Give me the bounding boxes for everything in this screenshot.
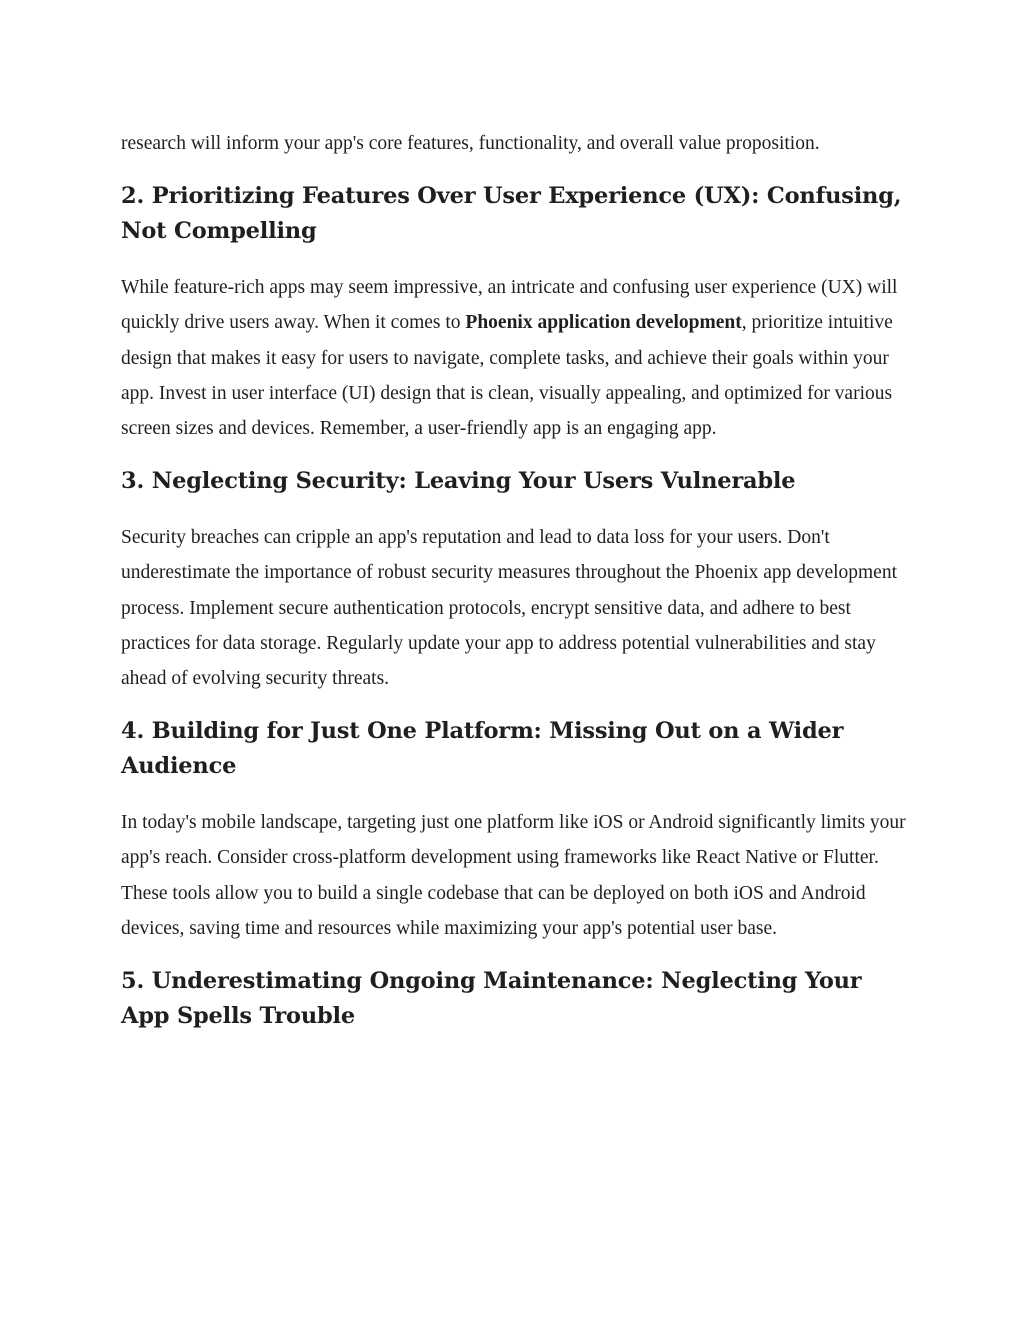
section-2-text-start: While feature-rich apps may seem impressive, an intricate and confusing user experience (UX) will quickly drive users away. When it comes to bbox=[121, 277, 898, 334]
section-4-paragraph: In today's mobile landscape, targeting just one platform like iOS or Android significantly limits your app's reach. Consider cross-platform development using frameworks like React Native or Flutter. These tools allow you to build a single codebase that can be deployed on both iOS and Android devices, saving time and resources while maximizing your app's potential user base. bbox=[121, 812, 906, 939]
section-2-paragraph bbox=[121, 270, 911, 446]
section-2-heading: 2. Prioritizing Features Over User Experience (UX): Confusing, Not Compelling bbox=[121, 183, 902, 245]
section-2-text-end: , prioritize intuitive design that makes it easy for users to navigate, complete tasks, and achieve their goals within your app. Invest in user interface (UI) design that is clean, visually appealing, and optimized for various screen sizes and devices. Remember, a user-friendly app is an engaging app. bbox=[121, 312, 893, 440]
section-2-bold-phrase: Phoenix application development bbox=[465, 312, 742, 334]
section-3-paragraph: Security breaches can cripple an app's reputation and lead to data loss for your users. Don't underestimate the importance of robust security measures throughout the Phoenix app development process. Implement secure authentication protocols, encrypt sensitive data, and adhere to best practices for data storage. Regularly update your app to address potential vulnerabilities and stay ahead of evolving security threats. bbox=[121, 527, 898, 690]
intro-paragraph: research will inform your app's core features, functionality, and overall value proposition. bbox=[121, 133, 820, 154]
section-5-heading: 5. Underestimating Ongoing Maintenance: Neglecting Your App Spells Trouble bbox=[121, 968, 862, 1030]
section-4-heading: 4. Building for Just One Platform: Missing Out on a Wider Audience bbox=[121, 718, 844, 780]
document-page bbox=[121, 126, 911, 1034]
section-3-heading: 3. Neglecting Security: Leaving Your Users Vulnerable bbox=[121, 468, 796, 495]
